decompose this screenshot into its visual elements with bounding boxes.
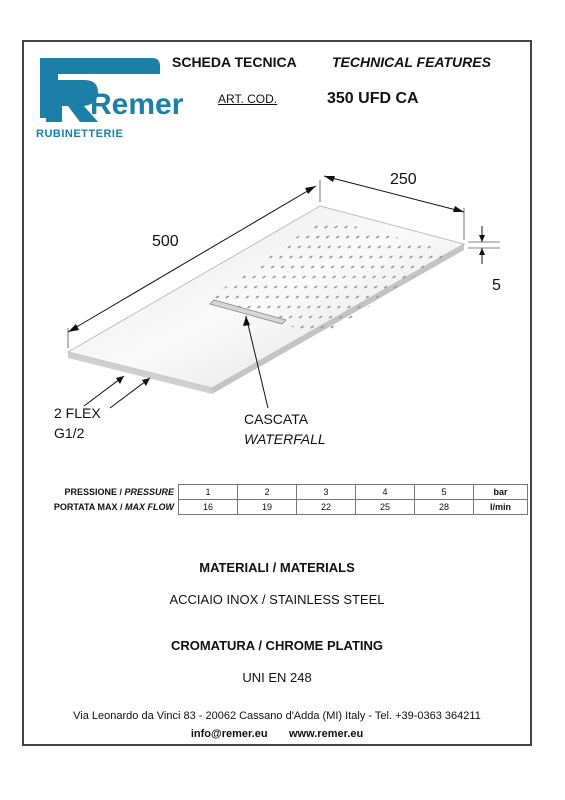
flow-value: 19: [238, 500, 297, 515]
shower-head-drawing: [24, 152, 530, 482]
plating-title: CROMATURA / CHROME PLATING: [170, 638, 384, 653]
email-link[interactable]: info@remer.eu: [190, 728, 268, 740]
materials-title: MATERIALI / MATERIALS: [199, 560, 355, 575]
contact-line: [24, 728, 530, 740]
flow-value: 22: [297, 500, 356, 515]
pressure-row: [24, 485, 528, 500]
dimension-length: 500: [152, 233, 179, 250]
flex-callout: [54, 376, 150, 441]
pressure-value: 5: [415, 485, 474, 500]
remer-logo-mark: [36, 52, 184, 128]
shower-plate: [68, 202, 474, 394]
waterfall-label-en: WATERFALL: [244, 431, 326, 447]
flow-value: 28: [415, 500, 474, 515]
logo-subtitle: RUBINETTERIE: [36, 128, 124, 140]
article-code: 350 UFD CA: [327, 90, 419, 107]
remer-logo: [36, 52, 184, 140]
website-link[interactable]: www.remer.eu: [288, 728, 364, 740]
flow-unit: l/min: [474, 500, 528, 515]
flex-thread-label: G1/2: [54, 425, 85, 441]
flow-value: 16: [179, 500, 238, 515]
logo-wordmark: Remer: [90, 88, 184, 121]
pressure-unit: bar: [474, 485, 528, 500]
flow-value: 25: [356, 500, 415, 515]
company-address: Via Leonardo da Vinci 83 - 20062 Cassano d'Adda (MI) Italy - Tel. +39-0363 364211: [73, 710, 481, 722]
pressure-value: 1: [179, 485, 238, 500]
flow-label: PORTATA MAX / MAX FLOW: [53, 502, 174, 512]
pressure-value: 4: [356, 485, 415, 500]
dimension-5: [468, 226, 501, 294]
plating-value: UNI EN 248: [242, 670, 312, 685]
title-english: TECHNICAL FEATURES: [332, 54, 491, 70]
pressure-label: PRESSIONE / PRESSURE: [64, 487, 174, 497]
flow-row: [24, 500, 528, 515]
title-italian: SCHEDA TECNICA: [172, 54, 297, 70]
pressure-flow-table: [24, 484, 528, 515]
dimension-thickness: 5: [492, 277, 501, 294]
article-code-label: ART. COD.: [218, 92, 278, 106]
waterfall-label-it: CASCATA: [244, 411, 309, 427]
technical-sheet: [22, 40, 532, 746]
materials-value: ACCIAIO INOX / STAINLESS STEEL: [169, 592, 385, 607]
flex-label: 2 FLEX: [54, 405, 101, 421]
pressure-value: 2: [238, 485, 297, 500]
dimension-width: 250: [390, 171, 417, 188]
pressure-value: 3: [297, 485, 356, 500]
